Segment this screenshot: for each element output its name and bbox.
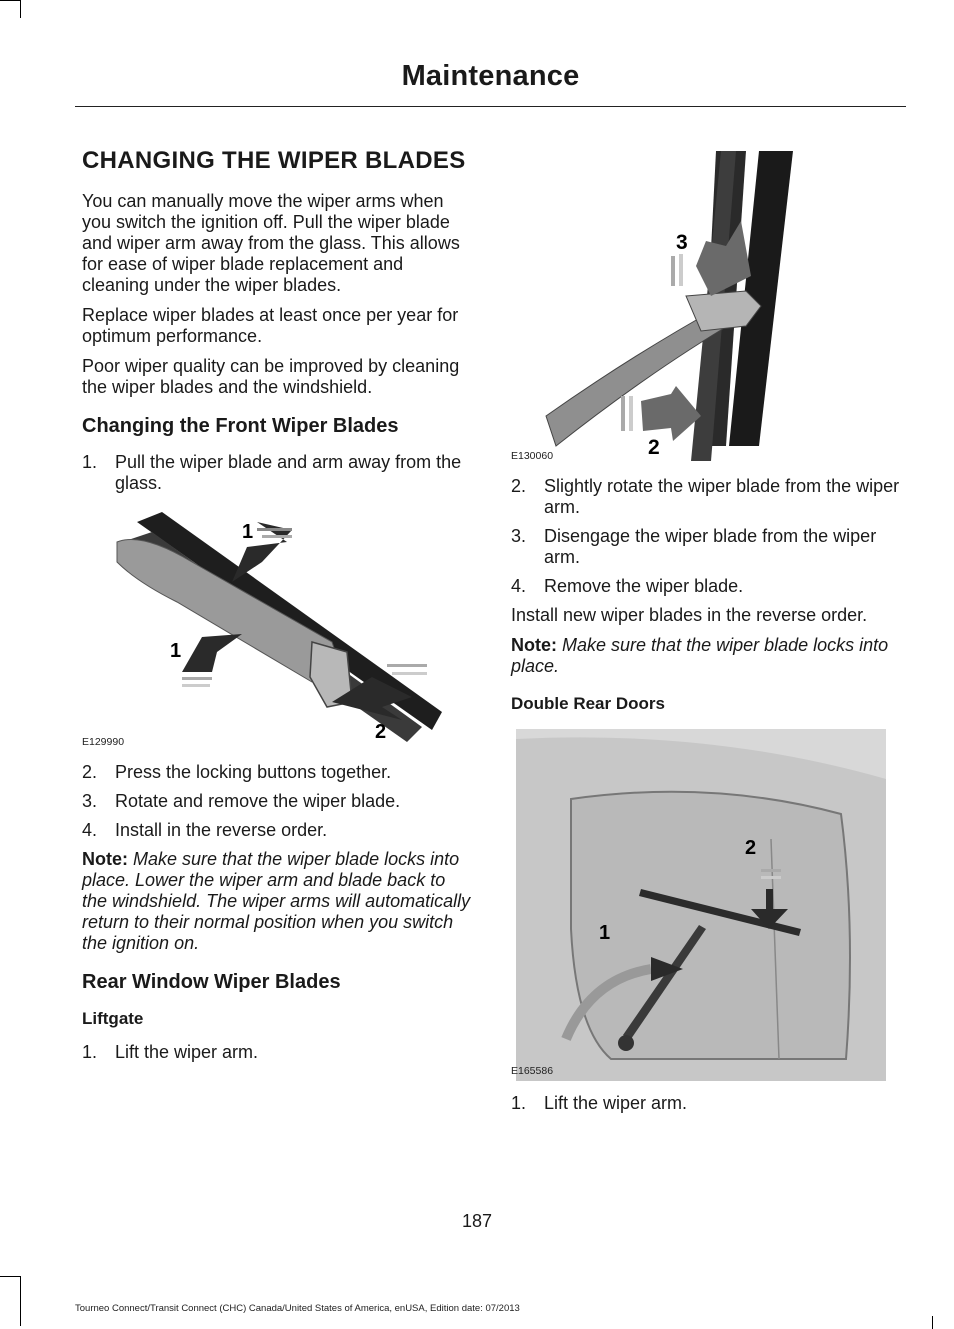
callout-number: 2 [648,436,660,459]
intro-paragraph: Poor wiper quality can be improved by cleaning the wiper blades and the windshield. [82,356,460,397]
step-text: Press the locking buttons together. [115,762,392,782]
step-number: 2. [82,762,98,782]
list-item [82,452,474,494]
note-label: Note: [511,635,557,655]
list-item [82,820,474,841]
page-title: Maintenance [401,60,580,92]
step-text: Install in the reverse order. [115,820,328,840]
rear-wiper-figure [511,146,903,464]
step-number: 3. [82,791,98,811]
callout-number: 2 [375,721,387,743]
front-steps-list [82,762,474,841]
list-item [511,476,903,518]
liftgate-steps-list [82,1042,474,1063]
step-text: Rotate and remove the wiper blade. [115,791,401,811]
step-text: Slightly rotate the wiper blade from the wiper arm. [544,476,900,517]
callout-number: 2 [745,837,757,859]
install-paragraph: Install new wiper blades in the reverse order. [511,605,868,625]
front-wiper-figure [82,502,474,750]
intro-paragraph: Replace wiper blades at least once per year for optimum performance. [82,305,459,346]
step-number: 1. [82,1042,98,1062]
doors-steps-list [511,1093,903,1114]
step-number: 1. [82,452,98,472]
crop-mark [932,1316,933,1329]
step-number: 3. [511,526,527,546]
list-item [511,526,903,568]
step-number: 4. [511,576,527,596]
step-text: Remove the wiper blade. [544,576,744,596]
step-text: Lift the wiper arm. [115,1042,259,1062]
rear-steps-list [511,476,903,597]
figure-code: E129990 [82,736,125,748]
page-header [75,60,906,93]
intro-paragraph: You can manually move the wiper arms when you switch the ignition off. Pull the wiper blade and wiper arm away from the glass. This allows for ease of wiper blade replacement and cleaning under the wiper blades. [82,191,460,295]
footer-text: Tourneo Connect/Transit Connect (CHC) Canada/United States of America, enUSA, Edition date: 07/2013 [75,1303,520,1314]
list-item [511,1093,903,1114]
crop-mark [0,1276,20,1277]
callout-number: 1 [170,640,182,662]
arrow-icon [621,386,701,441]
note [511,635,903,677]
step-text: Pull the wiper blade and arm away from the glass. [115,452,462,493]
list-item [511,576,903,597]
note-text: Make sure that the wiper blade locks into place. [511,635,889,676]
note [82,849,474,954]
step-text: Disengage the wiper blade from the wiper arm. [544,526,877,567]
crop-mark [20,0,21,18]
section-heading: CHANGING THE WIPER BLADES [82,147,466,174]
right-column [511,146,903,1122]
list-item [82,791,474,812]
rear-wiper-heading: Rear Window Wiper Blades [82,971,341,993]
callout-number: 3 [676,231,688,254]
header-rule [75,106,906,107]
callout-number: 1 [599,922,611,944]
step-text: Lift the wiper arm. [544,1093,688,1113]
list-item [82,1042,474,1063]
figure-code: E165586 [511,1065,554,1077]
crop-mark [20,1276,21,1326]
callout-number: 1 [242,521,254,543]
rear-wiper-illustration [511,146,903,464]
step-number: 2. [511,476,527,496]
figure-code: E130060 [511,450,554,462]
note-label: Note: [82,849,128,869]
left-column [82,146,474,1071]
note-text: Make sure that the wiper blade locks into place. Lower the wiper arm and blade back to the windshield. The wiper arms will automatically return to their normal position when you switch the ignition on. [82,849,471,953]
front-wiper-heading: Changing the Front Wiper Blades [82,415,399,437]
liftgate-heading: Liftgate [82,1009,144,1028]
double-doors-figure [511,729,903,1081]
front-wiper-illustration [82,502,474,750]
double-doors-illustration [511,729,903,1081]
crop-mark [0,0,20,1]
front-steps-list [82,452,474,494]
step-number: 1. [511,1093,527,1113]
step-number: 4. [82,820,98,840]
page-number: 187 [461,1211,493,1231]
list-item [82,762,474,783]
double-rear-doors-heading: Double Rear Doors [511,694,665,713]
